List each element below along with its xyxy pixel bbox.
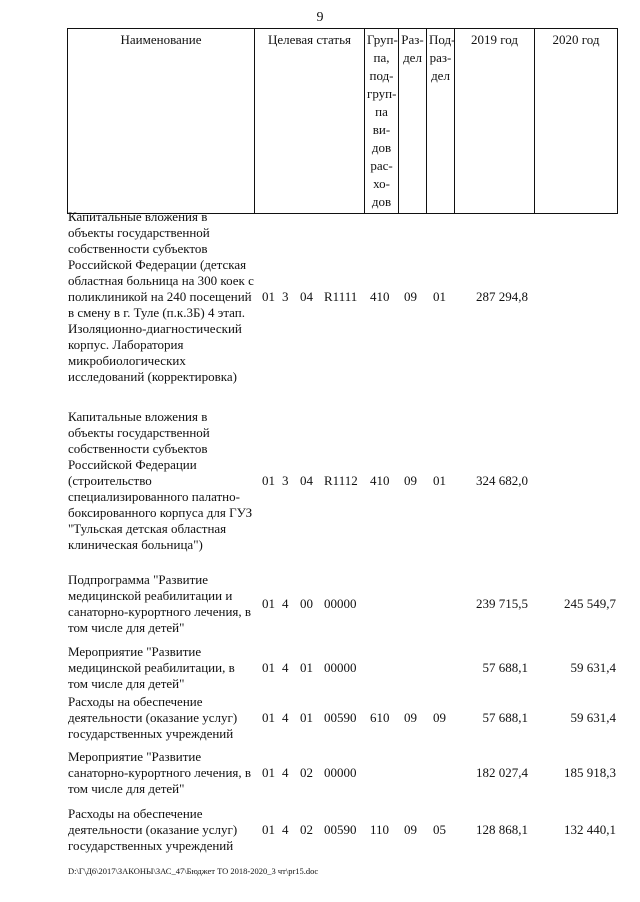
col-name-header: Наименование — [68, 29, 255, 214]
row-name: Капитальные вложения в объекты государственной собственности субъектов Российской Федерации (строительство специализированного палатно- боксированного корпуса для ГУЗ "Тульская детская областная клиническая больница") — [68, 409, 253, 552]
row-value-2019: 287 294,8 — [476, 289, 528, 304]
row-section: 09 — [404, 710, 417, 725]
col-section-header: Раз- дел — [399, 29, 427, 214]
row-article-program: 01 — [262, 473, 275, 488]
row-article-event: 02 — [300, 822, 313, 837]
row-name: Расходы на обеспечение деятельности (оказание услуг) государственных учреждений — [68, 694, 238, 741]
row-section: 09 — [404, 822, 417, 837]
row-subsection: 09 — [433, 710, 446, 725]
footer-file-path: D:\Г\Д6\2017\ЗАКОНЫ\ЗАС_47\Бюджет ТО 2018-2020_3 чт\pr15.doc — [68, 866, 319, 876]
row-group: 610 — [370, 710, 390, 725]
row-group: 410 — [370, 473, 390, 488]
row-value-2019: 239 715,5 — [476, 596, 528, 611]
row-article-subprogram: 3 — [282, 473, 289, 488]
row-article-direction: 00000 — [324, 596, 357, 611]
row-article-direction: 00000 — [324, 765, 357, 780]
row-value-2020: 132 440,1 — [564, 822, 616, 837]
page-number: 9 — [316, 10, 324, 25]
row-article-direction: 00590 — [324, 822, 357, 837]
col-target-article-header: Целевая статья — [255, 29, 365, 214]
col-2019-header: 2019 год — [455, 29, 535, 214]
row-value-2020: 59 631,4 — [570, 660, 616, 675]
row-article-event: 04 — [300, 473, 313, 488]
row-article-direction: R1112 — [324, 473, 358, 488]
row-value-2019: 128 868,1 — [476, 822, 528, 837]
row-article-event: 01 — [300, 660, 313, 675]
row-value-2019: 324 682,0 — [476, 473, 528, 488]
row-value-2020: 185 918,3 — [564, 765, 616, 780]
row-name: Мероприятие "Развитие санаторно-курортного лечения, в том числе для детей" — [68, 749, 252, 796]
row-value-2020: 59 631,4 — [570, 710, 616, 725]
row-subsection: 01 — [433, 289, 446, 304]
row-article-subprogram: 4 — [282, 710, 289, 725]
row-group: 410 — [370, 289, 390, 304]
row-value-2019: 57 688,1 — [482, 710, 528, 725]
row-article-program: 01 — [262, 660, 275, 675]
row-article-subprogram: 4 — [282, 765, 289, 780]
row-subsection: 01 — [433, 473, 446, 488]
row-section: 09 — [404, 289, 417, 304]
row-value-2019: 57 688,1 — [482, 660, 528, 675]
row-article-program: 01 — [262, 765, 275, 780]
row-article-program: 01 — [262, 822, 275, 837]
row-article-subprogram: 4 — [282, 660, 289, 675]
row-article-direction: R1111 — [324, 289, 358, 304]
row-article-program: 01 — [262, 710, 275, 725]
row-article-subprogram: 3 — [282, 289, 289, 304]
row-article-event: 04 — [300, 289, 313, 304]
row-article-subprogram: 4 — [282, 822, 289, 837]
row-article-direction: 00590 — [324, 710, 357, 725]
row-article-program: 01 — [262, 289, 275, 304]
row-name: Мероприятие "Развитие медицинской реабилитации, в том числе для детей" — [68, 644, 235, 691]
row-section: 09 — [404, 473, 417, 488]
row-article-event: 00 — [300, 596, 313, 611]
col-group-header: Груп- па, под- груп- па ви- дов рас- хо- дов — [365, 29, 399, 214]
row-value-2019: 182 027,4 — [476, 765, 528, 780]
col-2020-header: 2020 год — [535, 29, 618, 214]
row-article-subprogram: 4 — [282, 596, 289, 611]
row-name: Капитальные вложения в объекты государственной собственности субъектов Российской Федерации (детская областная больница на 300 коек с поликлиникой на 240 посещений в смену в г. Туле (п.к.3Б) 4 этап. Изоляционно-диагностический корпус. Лаборатория микробиологических исследований (корректировка) — [68, 209, 254, 384]
row-article-event: 01 — [300, 710, 313, 725]
row-article-direction: 00000 — [324, 660, 357, 675]
row-article-program: 01 — [262, 596, 275, 611]
col-subsection-header: Под- раз- дел — [427, 29, 455, 214]
row-name: Подпрограмма "Развитие медицинской реабилитации и санаторно-курортного лечения, в том числе для детей" — [68, 572, 252, 635]
row-article-event: 02 — [300, 765, 313, 780]
row-group: 110 — [370, 822, 390, 837]
row-value-2020: 245 549,7 — [564, 596, 616, 611]
row-subsection: 05 — [433, 822, 446, 837]
row-name: Расходы на обеспечение деятельности (оказание услуг) государственных учреждений — [68, 806, 238, 853]
